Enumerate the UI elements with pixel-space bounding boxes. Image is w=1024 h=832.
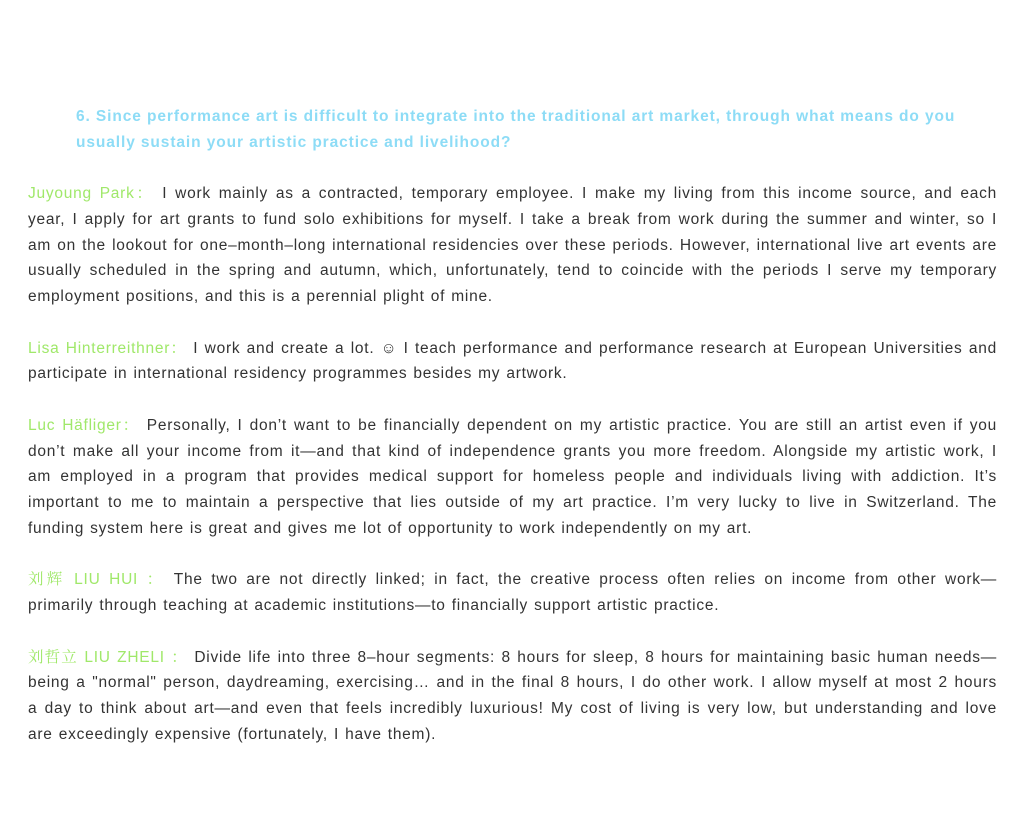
- answer-text: Divide life into three 8–hour segments: 8 hours for sleep, 8 hours for maintaining basic human needs—being a "normal" person, daydreaming, exercising… and in the final 8 hours, I do other work. I allow myself at most 2 hours a day to think about art—and even that feels incredibly luxurious! My cost of living is very low, but understanding and love are exceedingly expensive (fortunately, I have them).: [28, 648, 998, 743]
- answer-juyoung-park: [28, 181, 997, 310]
- answers-list: [28, 181, 997, 773]
- speaker-name: Juyoung Park：: [28, 185, 155, 202]
- answer-text: I work mainly as a contracted, temporary employee. I make my living from this income source, and each year, I apply for art grants to fund solo exhibitions for myself. I take a break from work during the summer and winter, so I am on the lookout for one–month–long international residencies over these periods. However, international live art events are usually scheduled in the spring and autumn, which, unfortunately, tend to coincide with the periods I serve my temporary employment positions, and this is a perennial plight of mine.: [28, 185, 997, 306]
- question-heading: 6. Since performance art is difficult to integrate into the traditional art market, through what means do you usually sustain your artistic practice and livelihood?: [76, 108, 956, 151]
- answer-text: The two are not directly linked; in fact, the creative process often relies on income from other work—primarily through teaching at academic institutions—to financially support artistic practice.: [28, 571, 997, 615]
- speaker-name: Lisa Hinterreithner：: [28, 339, 187, 357]
- answer-liu-zheli: [28, 645, 997, 748]
- answer-text: I work and create a lot. ☺ I teach performance and performance research at European Universities and participate in international residency programmes besides my artwork.: [28, 339, 997, 383]
- speaker-name: 刘哲立 LIU ZHELI ：: [28, 648, 188, 666]
- answer-lisa-hinterreithner: [28, 336, 997, 388]
- answer-luc-hafliger: [28, 413, 997, 542]
- answer-liu-hui: [28, 567, 997, 619]
- answer-text: Personally, I don’t want to be financially dependent on my artistic practice. You are still an artist even if you don’t make all your income from it—and that kind of independence grants you more freedom. Alongside my artistic work, I am employed in a program that provides medical support for homeless people and individuals living with addiction. It’s important to me to maintain a perspective that lies outside of my art practice. I’m very lucky to live in Switzerland. The funding system here is great and gives me lot of opportunity to work independently on my art.: [28, 416, 997, 537]
- speaker-name: 刘辉 LIU HUI ：: [28, 571, 166, 589]
- speaker-name: Luc Häfliger：: [28, 416, 140, 434]
